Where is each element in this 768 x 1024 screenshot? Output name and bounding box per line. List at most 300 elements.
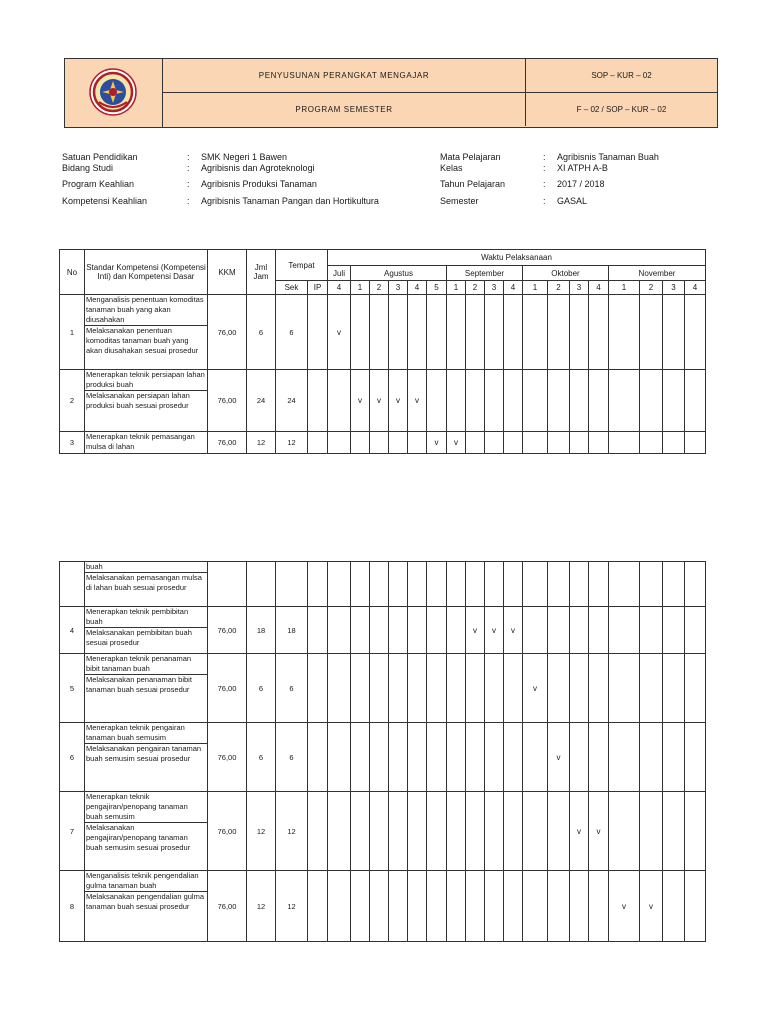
week-cell [589,295,609,370]
standard-competency: Menerapkan teknik persiapan lahan produksi buah [86,370,205,389]
empty-cell [485,562,504,607]
doc-code: SOP – KUR – 02 [526,59,717,93]
week-cell [408,723,427,792]
week-cell [427,723,447,792]
week-cell [570,370,589,432]
week-cell [589,654,609,723]
semester-table [59,249,706,454]
week-header: 1 [351,281,370,295]
info-value: Agribisnis dan Agroteknologi [201,163,315,173]
week-cell [447,370,466,432]
week-cell [389,432,408,454]
basic-competency: Melaksanakan pengajiran/penopang tanaman buah semusim sesuai prosedur [85,822,207,853]
ip-value [308,295,328,370]
week-cell [663,723,685,792]
week-cell [447,723,466,792]
basic-competency: Melaksanakan pengairan tanaman buah semusim sesuai prosedur [85,743,207,764]
basic-competency: Melaksanakan penentuan komoditas tanaman buah yang akan diusahakan sesuai prosedur [85,325,207,356]
basic-competency: Melaksanakan pengendalian gulma tanaman buah sesuai prosedur [85,891,207,912]
table-row [60,654,706,723]
competency-cell [85,432,208,454]
week-cell [328,871,351,942]
document-header [64,58,718,128]
week-cell [685,432,706,454]
week-cell [663,654,685,723]
doc-title: PENYUSUNAN PERANGKAT MENGAJAR [163,59,526,93]
col-header-ip: IP [308,281,328,295]
week-cell [485,792,504,871]
empty-cell [504,562,523,607]
row-number: 6 [60,723,85,792]
week-cell [351,295,370,370]
logo-cell [65,59,163,127]
week-cell [548,654,570,723]
week-header: 3 [389,281,408,295]
col-header-jml: Jml Jam [247,250,276,295]
row-number: 3 [60,432,85,454]
week-cell [523,871,548,942]
info-colon: : [187,163,190,173]
info-value: XI ATPH A-B [557,163,608,173]
empty-cell [685,562,706,607]
week-cell [609,432,640,454]
week-cell [504,723,523,792]
week-cell [663,792,685,871]
empty-cell [589,562,609,607]
competency-cell [85,295,208,370]
basic-competency: Melaksanakan pemasangan mulsa di lahan buah sesuai prosedur [85,572,207,593]
row-number: 2 [60,370,85,432]
week-cell [589,370,609,432]
ip-value [308,370,328,432]
week-cell [609,723,640,792]
week-mark: v [370,370,389,432]
week-cell [485,295,504,370]
week-cell [589,432,609,454]
row-number: 8 [60,871,85,942]
hours-value: 24 [247,370,276,432]
week-cell [609,654,640,723]
week-cell [570,654,589,723]
empty-cell [351,562,370,607]
standard-competency: Menganalisis teknik pengendalian gulma tanaman buah [86,871,199,890]
week-mark: v [609,871,640,942]
week-cell [685,654,706,723]
week-mark: v [640,871,663,942]
info-value: Agribisnis Tanaman Buah [557,152,659,162]
week-cell [328,723,351,792]
week-cell [609,370,640,432]
week-cell [548,295,570,370]
competency-cell [85,607,208,654]
week-cell [466,654,485,723]
col-header-tempat: Tempat [276,250,328,281]
week-cell [485,654,504,723]
week-header: 3 [570,281,589,295]
standard-competency: Menerapkan teknik pengairan tanaman buah semusim [86,723,185,742]
standard-competency: buah [86,562,103,571]
week-mark: v [351,370,370,432]
week-cell [609,792,640,871]
week-cell [570,871,589,942]
week-cell [427,370,447,432]
week-cell [328,654,351,723]
col-header-sk: Standar Kompetensi (Kompetensi Inti) dan Kompetensi Dasar [85,250,208,295]
week-cell [447,792,466,871]
week-cell [427,871,447,942]
empty-cell [370,562,389,607]
info-label: Program Keahlian [62,179,135,189]
week-cell [589,607,609,654]
week-header: 1 [609,281,640,295]
week-cell [408,295,427,370]
week-cell [685,871,706,942]
competency-cell [85,792,208,871]
week-cell [328,607,351,654]
week-cell [640,295,663,370]
week-cell [466,723,485,792]
kkm-value: 76,00 [208,723,247,792]
week-header: 3 [663,281,685,295]
info-value: Agribisnis Produksi Tanaman [201,179,317,189]
info-label: Bidang Studi [62,163,114,173]
row-number: 1 [60,295,85,370]
week-cell [523,723,548,792]
week-cell [504,432,523,454]
form-code: F – 02 / SOP – KUR – 02 [576,105,667,114]
empty-cell [427,562,447,607]
competency-cell [85,723,208,792]
empty-cell [466,562,485,607]
week-cell [504,654,523,723]
week-cell [466,432,485,454]
week-cell [485,432,504,454]
week-cell [640,723,663,792]
week-cell [548,432,570,454]
week-cell [427,654,447,723]
week-header: 2 [466,281,485,295]
week-cell [523,607,548,654]
week-mark: v [570,792,589,871]
week-cell [408,607,427,654]
empty-cell [548,562,570,607]
week-cell [663,295,685,370]
kkm-value: 76,00 [208,654,247,723]
week-header: 4 [504,281,523,295]
week-cell [570,607,589,654]
sek-value: 6 [276,295,308,370]
kkm-value: 76,00 [208,792,247,871]
week-cell [408,792,427,871]
week-cell [640,607,663,654]
week-mark: v [427,432,447,454]
week-cell [351,654,370,723]
hours-value: 6 [247,654,276,723]
week-cell [663,607,685,654]
week-cell [548,871,570,942]
week-cell [389,723,408,792]
week-cell [408,432,427,454]
info-label: Mata Pelajaran [440,152,501,162]
info-value: SMK Negeri 1 Bawen [201,152,288,162]
week-cell [351,607,370,654]
kkm-value: 76,00 [208,370,247,432]
sek-value: 12 [276,871,308,942]
empty-cell [247,562,276,607]
empty-cell [308,562,328,607]
week-mark: v [408,370,427,432]
week-cell [504,295,523,370]
week-mark: v [523,654,548,723]
week-cell [370,432,389,454]
col-header-no: No [60,250,85,295]
table-row [60,607,706,654]
month-header: Agustus [351,266,447,281]
info-label: Semester [440,196,479,206]
hours-value: 18 [247,607,276,654]
week-cell [447,871,466,942]
week-header: 2 [548,281,570,295]
week-cell [427,792,447,871]
week-mark: v [589,792,609,871]
sek-value: 6 [276,654,308,723]
week-cell [609,295,640,370]
week-header: 4 [685,281,706,295]
sek-value: 6 [276,723,308,792]
col-header-sek: Sek [276,281,308,295]
standard-competency: Menerapkan teknik pengajiran/penopang tanaman buah semusim [86,792,188,821]
info-value: GASAL [557,196,588,206]
info-colon: : [543,152,546,162]
week-cell [504,792,523,871]
empty-cell [208,562,247,607]
week-cell [570,295,589,370]
week-cell [389,607,408,654]
table-row [60,871,706,942]
month-header: Juli [328,266,351,281]
kkm-value: 76,00 [208,432,247,454]
week-cell [589,723,609,792]
week-cell [663,871,685,942]
sek-value: 24 [276,370,308,432]
week-header: 1 [523,281,548,295]
empty-cell [523,562,548,607]
week-cell [328,432,351,454]
sek-value: 12 [276,432,308,454]
week-mark: v [466,607,485,654]
row-number: 7 [60,792,85,871]
week-header: 1 [447,281,466,295]
sek-value: 12 [276,792,308,871]
standard-competency: Menerapkan teknik pemasangan mulsa di lahan [86,432,195,451]
school-logo-icon [89,68,137,116]
info-value: 2017 / 2018 [557,179,605,189]
col-header-waktu: Waktu Pelaksanaan [328,250,706,266]
week-header: 3 [485,281,504,295]
week-cell [663,432,685,454]
week-cell [640,432,663,454]
info-colon: : [543,196,546,206]
week-cell [685,723,706,792]
week-header: 5 [427,281,447,295]
week-cell [328,792,351,871]
week-cell [570,432,589,454]
week-header: 4 [408,281,427,295]
week-mark: v [485,607,504,654]
week-cell [466,370,485,432]
standard-competency: Menerapkan teknik penanaman bibit tanaman buah [86,654,192,673]
week-cell [685,295,706,370]
week-cell [370,295,389,370]
week-cell [389,871,408,942]
empty-cell [447,562,466,607]
row-number [60,562,85,607]
basic-competency: Melaksanakan persiapan lahan produksi buah sesuai prosedur [85,390,207,411]
week-cell [389,654,408,723]
week-mark: v [504,607,523,654]
week-cell [466,871,485,942]
week-cell [685,792,706,871]
sek-value: 18 [276,607,308,654]
empty-cell [570,562,589,607]
week-cell [589,871,609,942]
standard-competency: Menganalisis penentuan komoditas tanaman buah yang akan diusahakan [86,295,204,324]
table-row-continued [60,562,706,607]
week-cell [685,607,706,654]
week-cell [523,370,548,432]
kkm-value: 76,00 [208,871,247,942]
week-cell [370,723,389,792]
ip-value [308,654,328,723]
week-cell [351,432,370,454]
competency-cell [85,871,208,942]
week-cell [447,654,466,723]
semester-table-continued [59,561,706,942]
empty-cell [328,562,351,607]
doc-subtitle: PROGRAM SEMESTER [163,93,526,126]
week-cell [640,792,663,871]
info-value: Agribisnis Tanaman Pangan dan Hortikultura [201,196,379,206]
week-cell [351,871,370,942]
competency-cell [85,370,208,432]
week-cell [447,607,466,654]
week-cell [504,871,523,942]
info-colon: : [187,152,190,162]
info-colon: : [187,179,190,189]
week-cell [523,792,548,871]
week-mark: v [389,370,408,432]
week-cell [370,871,389,942]
basic-competency: Melaksanakan penanaman bibit tanaman buah sesuai prosedur [85,674,207,695]
week-cell [408,871,427,942]
info-colon: : [543,163,546,173]
ip-value [308,792,328,871]
week-cell [485,723,504,792]
empty-cell [408,562,427,607]
week-header: 4 [589,281,609,295]
standard-competency: Menerapkan teknik pembibitan buah [86,607,189,626]
week-cell [389,295,408,370]
week-cell [427,295,447,370]
table-row [60,370,706,432]
basic-competency: Melaksanakan pembibitan buah sesuai prosedur [85,627,207,648]
month-header: November [609,266,706,281]
week-mark: v [447,432,466,454]
info-label: Kelas [440,163,463,173]
ip-value [308,871,328,942]
empty-cell [276,562,308,607]
kkm-value: 76,00 [208,295,247,370]
competency-cell [85,654,208,723]
kkm-value: 76,00 [208,607,247,654]
info-label: Tahun Pelajaran [440,179,506,189]
week-cell [351,792,370,871]
week-header: 4 [328,281,351,295]
week-cell [640,370,663,432]
week-cell [663,370,685,432]
week-cell [466,295,485,370]
col-header-kkm: KKM [208,250,247,295]
week-cell [408,654,427,723]
week-cell [370,792,389,871]
week-cell [570,723,589,792]
info-label: Kompetensi Keahlian [62,196,148,206]
week-cell [640,654,663,723]
week-cell [548,792,570,871]
row-number: 4 [60,607,85,654]
month-header: Oktober [523,266,609,281]
ip-value [308,723,328,792]
row-number: 5 [60,654,85,723]
week-cell [447,295,466,370]
week-cell [427,607,447,654]
week-header: 2 [370,281,389,295]
info-colon: : [543,179,546,189]
week-cell [370,654,389,723]
empty-cell [663,562,685,607]
week-cell [523,295,548,370]
table-row [60,792,706,871]
week-cell [504,370,523,432]
week-cell [685,370,706,432]
empty-cell [389,562,408,607]
week-cell [485,370,504,432]
ip-value [308,432,328,454]
week-cell [328,370,351,432]
week-cell [389,792,408,871]
table-row [60,295,706,370]
week-cell [548,370,570,432]
hours-value: 6 [247,295,276,370]
hours-value: 12 [247,792,276,871]
competency-cell [85,562,208,607]
week-cell [485,871,504,942]
table-row [60,432,706,454]
info-label: Satuan Pendidikan [62,152,138,162]
week-cell [370,607,389,654]
week-cell [351,723,370,792]
hours-value: 12 [247,432,276,454]
hours-value: 6 [247,723,276,792]
week-mark: v [328,295,351,370]
week-cell [523,432,548,454]
month-header: September [447,266,523,281]
week-cell [609,607,640,654]
week-cell [466,792,485,871]
hours-value: 12 [247,871,276,942]
table-row [60,723,706,792]
empty-cell [609,562,640,607]
